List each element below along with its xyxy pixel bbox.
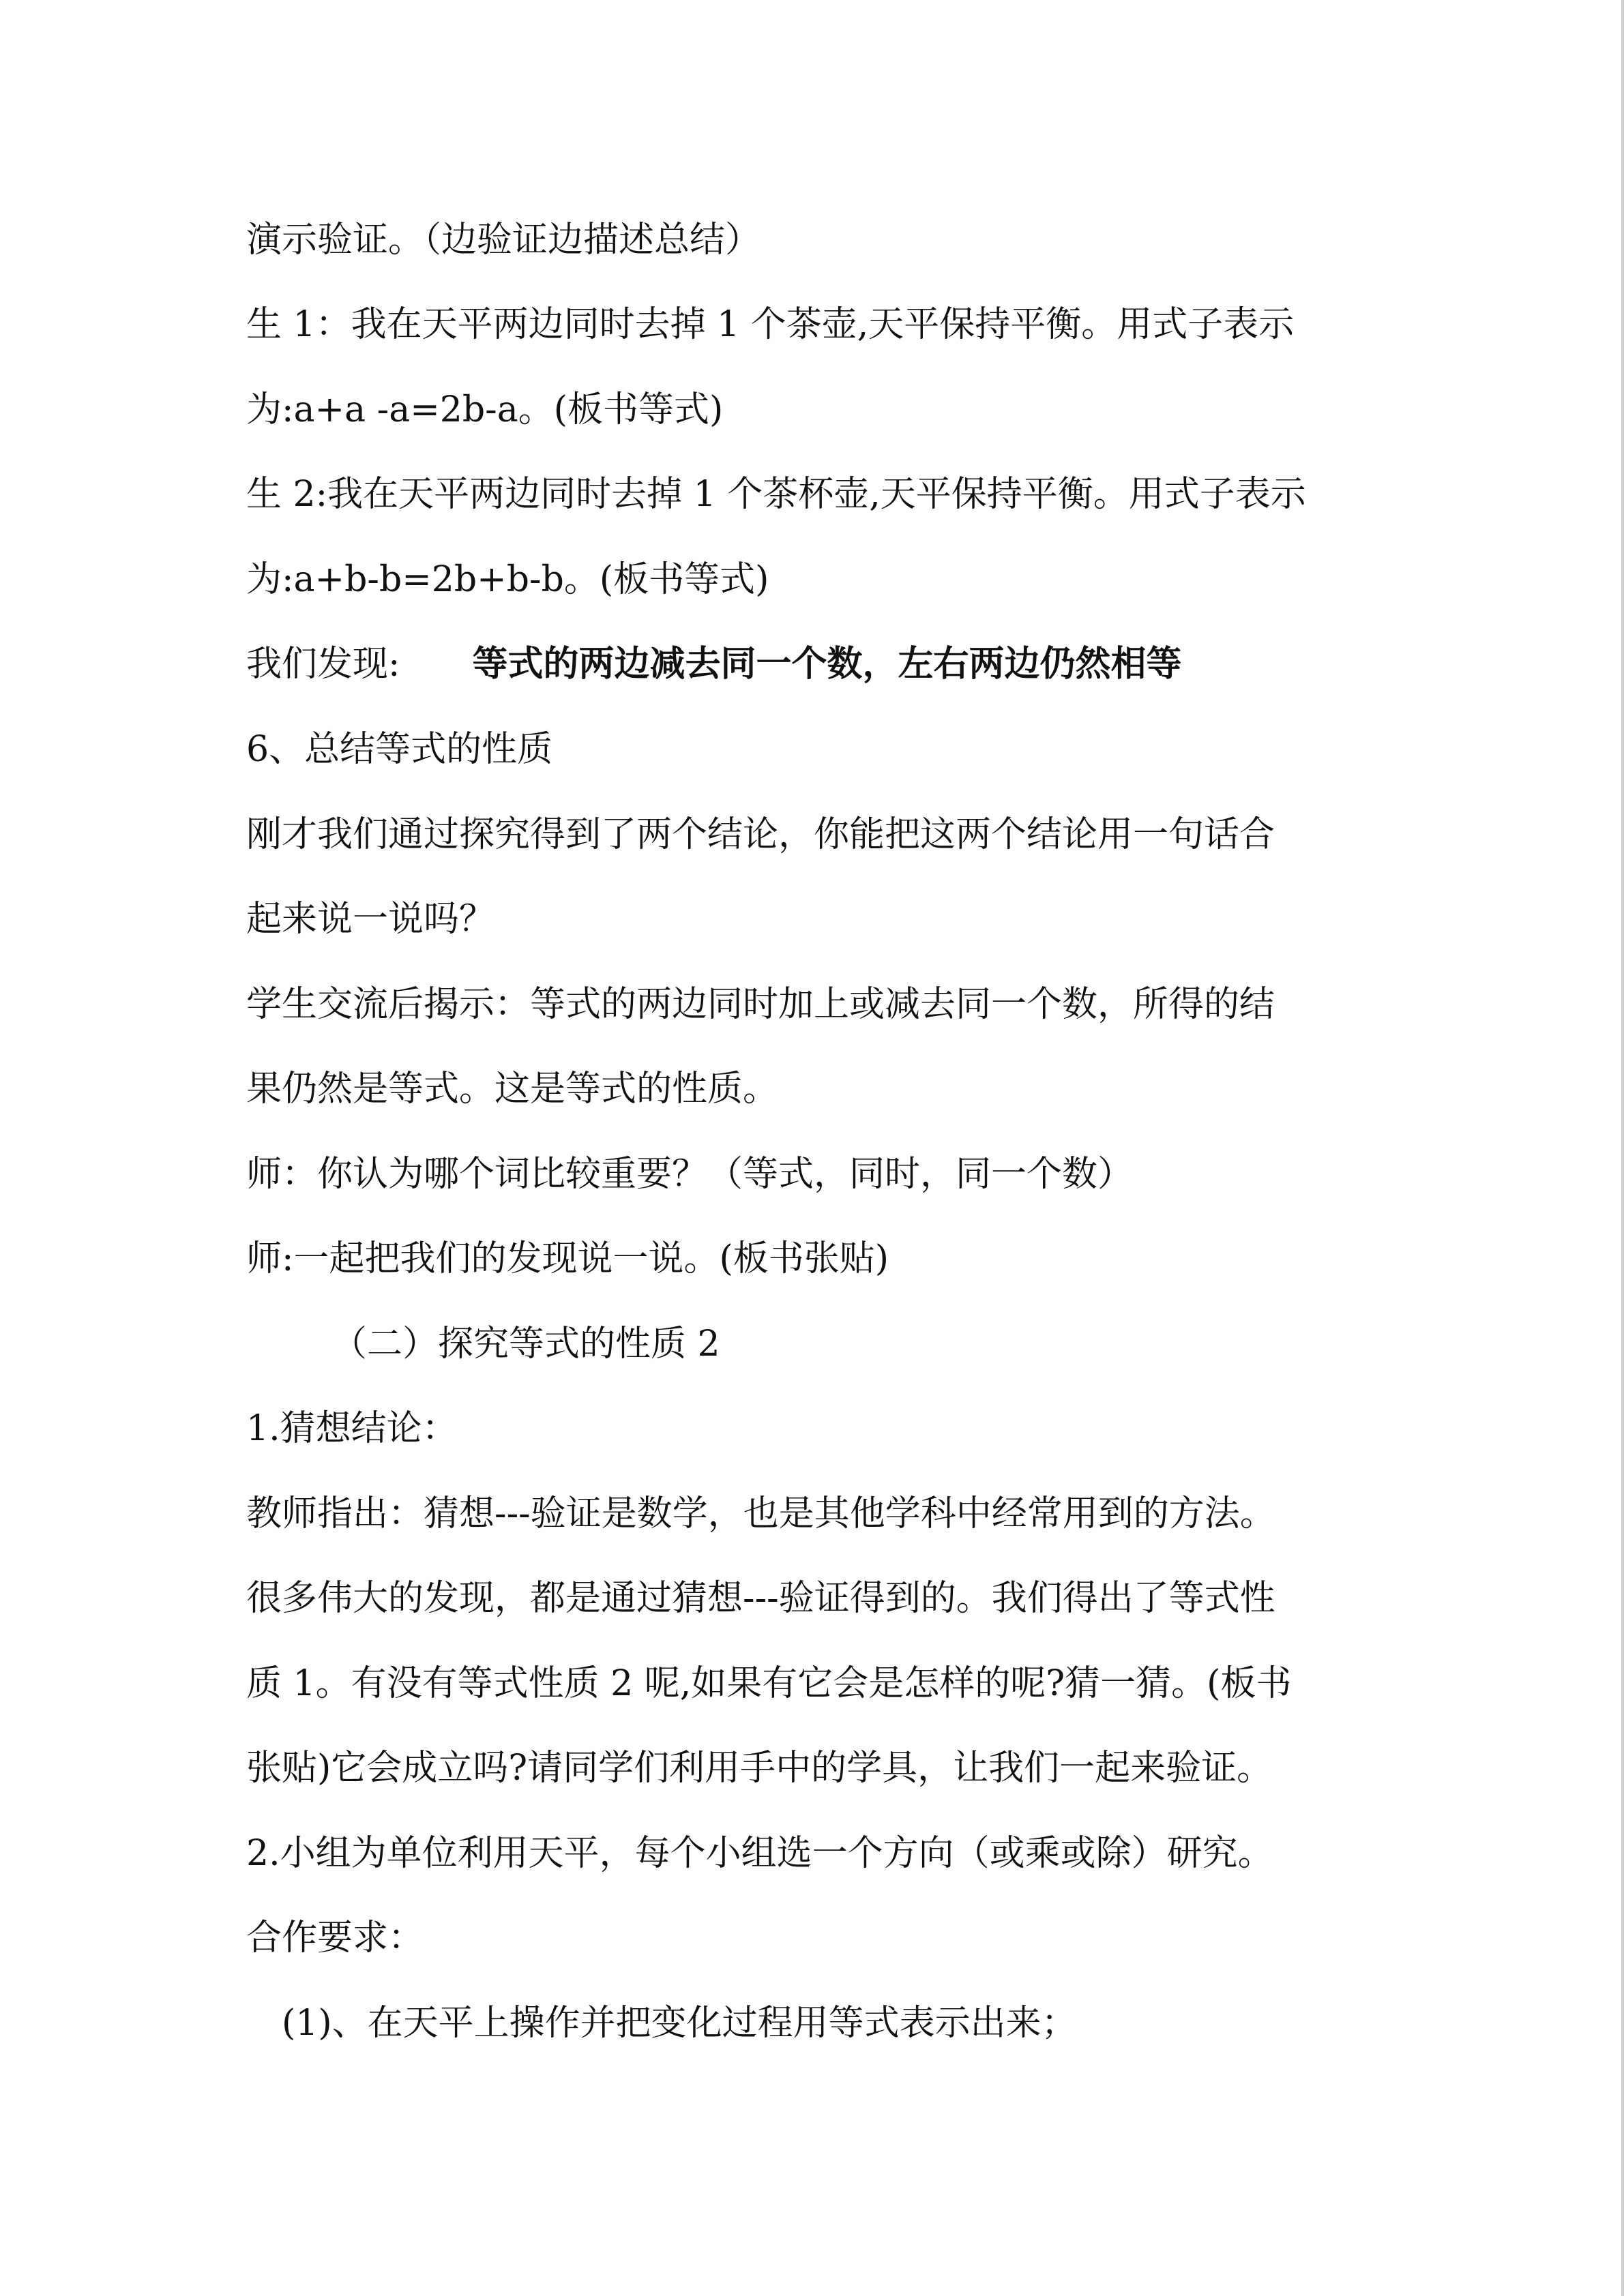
text-line: 起来说一说吗？	[246, 899, 495, 940]
text-line: 为:a+b-b=2b+b-b。(板书等式)	[246, 559, 769, 600]
finding-label: 我们发现:	[246, 644, 400, 685]
text-line: 质 1。有没有等式性质 2 呢,如果有它会是怎样的呢?猜一猜。(板书	[246, 1663, 1292, 1704]
text-line: 演示验证。（边验证边描述总结）	[246, 220, 761, 260]
text-line: 生 2:我在天平两边同时去掉 1 个茶杯壶,天平保持平衡。用式子表示	[246, 474, 1306, 515]
text-line: 果仍然是等式。这是等式的性质。	[246, 1069, 779, 1109]
text-line: 学生交流后揭示：等式的两边同时加上或减去同一个数，所得的结	[246, 984, 1275, 1025]
list-item: (1)、在天平上操作并把变化过程用等式表示出来；	[282, 2003, 1077, 2044]
text-line: 生 1：我在天平两边同时去掉 1 个茶壶,天平保持平衡。用式子表示	[246, 304, 1295, 345]
document-page	[246, 0, 1372, 2296]
text-line: 刚才我们通过探究得到了两个结论，你能把这两个结论用一句话合	[246, 814, 1275, 855]
text-line: 师:一起把我们的发现说一说。(板书张贴)	[246, 1238, 889, 1279]
text-line: 合作要求：	[246, 1918, 424, 1958]
text-line: 教师指出：猜想---验证是数学，也是其他学科中经常用到的方法。	[246, 1493, 1275, 1534]
text-line: 很多伟大的发现，都是通过猜想---验证得到的。我们得出了等式性	[246, 1578, 1275, 1619]
text-line: 张贴)它会成立吗?请同学们利用手中的学具，让我们一起来验证。	[246, 1748, 1273, 1789]
subsection-heading: （二）探究等式的性质 2	[331, 1324, 720, 1365]
finding-line	[246, 640, 1182, 688]
text-line: 1.猜想结论：	[246, 1408, 458, 1449]
text-line: 师：你认为哪个词比较重要？（等式，同时，同一个数）	[246, 1154, 1134, 1195]
finding-conclusion: 等式的两边减去同一个数，左右两边仍然相等	[472, 643, 1182, 685]
section-heading: 6、总结等式的性质	[246, 729, 553, 770]
text-line: 2.小组为单位利用天平，每个小组选一个方向（或乘或除）研究。	[246, 1833, 1273, 1874]
page-edge	[1621, 0, 1624, 2296]
text-line: 为:a+a -a=2b-a。(板书等式)	[246, 389, 724, 430]
